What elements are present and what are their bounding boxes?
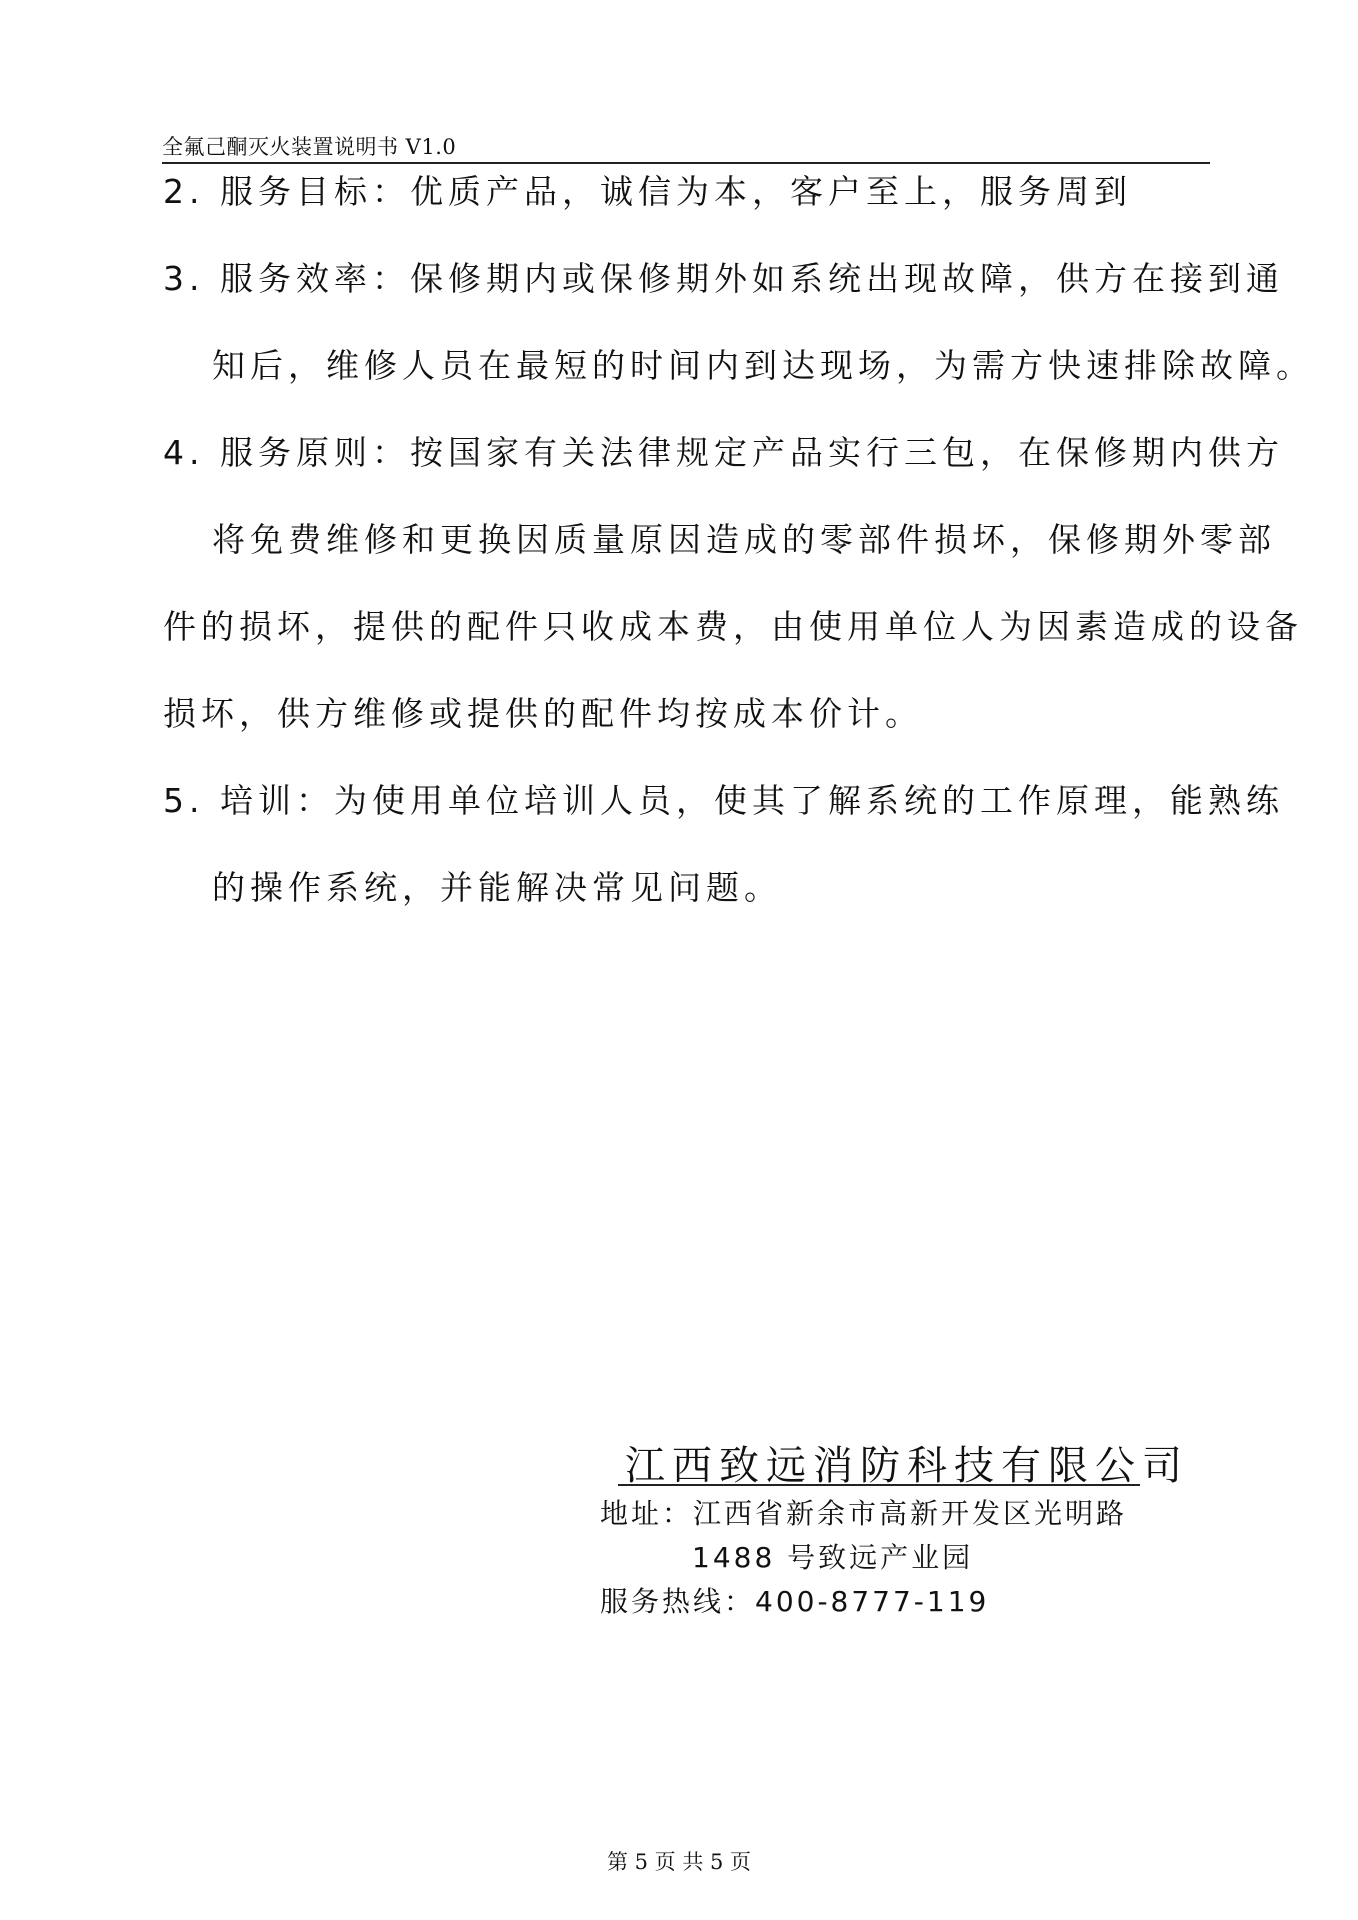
page-number: 第 5 页 共 5 页: [606, 1850, 752, 1874]
document-title: 全氟己酮灭火装置说明书 V1.0: [162, 135, 457, 159]
service-principle-line-cont-3: 损坏，供方维修或提供的配件均按成本价计。: [163, 694, 923, 733]
company-hotline: 服务热线：400-8777-119: [600, 1585, 990, 1618]
training-line: 5. 培训：为使用单位培训人员，使其了解系统的工作原理，能熟练: [163, 781, 1284, 820]
service-goal-line: 2. 服务目标：优质产品，诚信为本，客户至上，服务周到: [163, 172, 1132, 211]
service-efficiency-line: 3. 服务效率：保修期内或保修期外如系统出现故障，供方在接到通: [163, 259, 1284, 298]
header-divider: [162, 162, 1210, 164]
service-principle-line-cont-2: 件的损坏，提供的配件只收成本费，由使用单位人为因素造成的设备: [163, 607, 1303, 646]
company-name: 江西致远消防科技有限公司: [625, 1443, 1189, 1489]
service-principle-line-cont-1: 将免费维修和更换因质量原因造成的零部件损坏，保修期外零部: [212, 520, 1276, 559]
company-address: 地址：江西省新余市高新开发区光明路: [600, 1497, 1128, 1530]
company-address-cont: 1488 号致远产业园: [692, 1541, 974, 1574]
company-name-underline: [618, 1484, 1140, 1486]
service-principle-line: 4. 服务原则：按国家有关法律规定产品实行三包，在保修期内供方: [163, 433, 1284, 472]
service-efficiency-line-cont: 知后，维修人员在最短的时间内到达现场，为需方快速排除故障。: [212, 346, 1314, 385]
training-line-cont: 的操作系统，并能解决常见问题。: [212, 868, 782, 907]
